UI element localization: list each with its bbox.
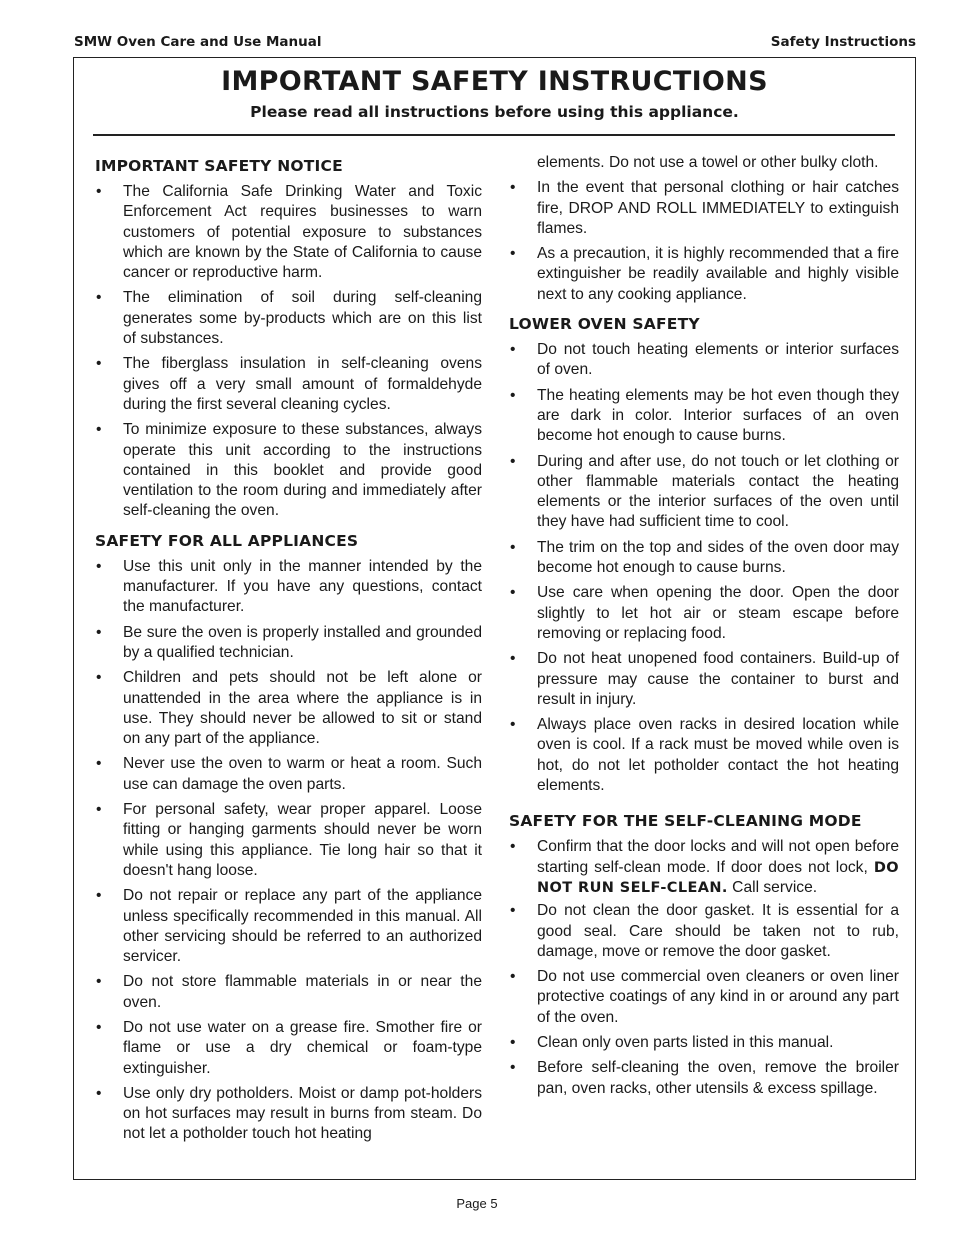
bullet-icon: • [510,452,516,470]
list-item-text: Do not touch heating elements or interior surfaces of oven. [537,341,899,379]
list-item-text: During and after use, do not touch or let clothing or other flammable materials contact the heating elements or the interior surfaces of the oven until they have had sufficient time to cool. [537,452,899,531]
list-item [95,668,482,749]
title-divider [93,134,895,136]
bullet-icon: • [96,669,102,687]
list-item [509,452,899,533]
list-item [95,623,482,664]
page-title: IMPORTANT SAFETY INSTRUCTIONS [221,66,768,97]
continued-item-text: elements. Do not use a towel or other bulky cloth. [537,154,879,171]
list-item-text: Never use the oven to warm or heat a room. Such use can damage the oven parts. [123,755,482,793]
list-item [95,420,482,521]
list-item [509,538,899,579]
list-item-text: Do not clean the door gasket. It is essential for a good seal. Care should be taken not to rub, damage, move or remove the door gasket. [537,902,899,960]
list-item-text: The California Safe Drinking Water and Toxic Enforcement Act requires businesses to warn customers of potential exposure to substances which are known by the State of California to cause cancer or reproductive harm. [123,183,482,282]
list-item [509,967,899,1028]
bullet-icon: • [96,289,102,307]
list-item [509,715,899,796]
list-item-text: The elimination of soil during self-cleaning generates some by-products which are on this list of substances. [123,289,482,348]
list-item-text: Use care when opening the door. Open the door slightly to let hot air or steam escape before removing or replacing food. [537,584,899,642]
list-item [95,557,482,618]
warning-emphasis: DO NOT RUN SELF-CLEAN. [537,859,899,896]
list-item-text: Do not heat unopened food containers. Build-up of pressure may cause the container to burst and result in injury. [537,650,899,708]
list-item [509,649,899,710]
section-heading-safety-notice: IMPORTANT SAFETY NOTICE [95,157,343,175]
list-item-text: Do not repair or replace any part of the appliance unless specifically recommended in this manual. All other servicing should be referred to an authorized servicer. [123,887,482,966]
list-item-text: Use only dry potholders. Moist or damp pot-holders on hot surfaces may result in burns from steam. Do not let a potholder touch hot heating [123,1084,482,1143]
section-heading-lower-oven: LOWER OVEN SAFETY [509,315,700,334]
general-safety-list [509,178,899,305]
list-item [95,886,482,967]
left-column [95,155,482,1153]
page-number: Page 5 [456,1196,498,1211]
bullet-icon: • [510,1033,516,1051]
list-item [509,837,899,898]
bullet-icon: • [96,1084,102,1102]
list-item [509,1058,899,1099]
running-header [74,34,916,50]
bullet-icon: • [510,245,516,263]
lower-oven-list [509,340,899,796]
bullet-icon: • [510,716,516,734]
right-column [509,153,899,1107]
notice-list [95,182,482,522]
bullet-icon: • [96,557,102,575]
self-cleaning-list [509,837,899,898]
list-item-text: The heating elements may be hot even though they are dark in color. Interior surfaces of an oven become hot enough to cause burns. [537,386,899,445]
self-cleaning-list-continued [509,901,899,1099]
bullet-icon: • [510,838,516,856]
list-item-text: Be sure the oven is properly installed and grounded by a qualified technician. [123,623,482,661]
section-label: Safety Instructions [770,34,916,50]
item-text-before: Confirm that the door locks and will not open before starting self-clean mode. If door does not lock, [537,838,899,876]
bullet-icon: • [96,755,102,773]
bullet-icon: • [510,179,516,197]
list-item-text: Children and pets should not be left alone or unattended in the area where the appliance is in use. They should never be allowed to sit or stand on any part of the appliance. [123,669,482,748]
bullet-icon: • [96,355,102,373]
list-item [95,182,482,283]
list-item-text: Use this unit only in the manner intended by the manufacturer. If you have any questions, contact the manufacturer. [123,557,482,616]
list-item-text: The fiberglass insulation in self-cleaning ovens gives off a very small amount of formaldehyde during the first several cleaning cycles. [123,355,482,413]
section-heading-self-cleaning: SAFETY FOR THE SELF-CLEANING MODE [509,812,862,831]
list-item-text: In the event that personal clothing or hair catches fire, DROP AND ROLL IMMEDIATELY to extinguish flames. [537,179,899,237]
bullet-icon: • [510,902,516,920]
list-item [95,354,482,415]
list-item [95,972,482,1013]
bullet-icon: • [510,968,516,986]
list-item [95,288,482,349]
list-item [509,901,899,962]
list-item [95,1018,482,1079]
list-item [95,754,482,795]
bullet-icon: • [510,650,516,668]
list-item [509,583,899,644]
list-item-text: As a precaution, it is highly recommended that a fire extinguisher be readily available and highly visible next to any cooking appliance. [537,245,899,303]
bullet-icon: • [510,584,516,602]
list-item [509,340,899,381]
item-text-after: Call service. [727,878,818,896]
list-item-text: Always place oven racks in desired location while oven is cool. If a rack must be moved while oven is hot, do not let potholder contact the hot heating elements. [537,716,899,795]
page-subtitle: Please read all instructions before using this appliance. [250,103,739,121]
section-heading-all-appliances: SAFETY FOR ALL APPLIANCES [95,531,359,550]
bullet-icon: • [96,973,102,991]
list-item-text: The trim on the top and sides of the oven door may become hot enough to cause burns. [537,538,899,577]
bullet-icon: • [96,1018,102,1036]
bullet-icon: • [96,801,102,819]
list-item [509,178,899,239]
bullet-icon: • [96,623,102,641]
manual-title: SMW Oven Care and Use Manual [74,34,322,50]
list-item-text: For personal safety, wear proper apparel. Loose fitting or hanging garments should never be worn while using this appliance. Tie long hair so that it doesn't hang loose. [123,801,482,879]
list-item [95,1084,482,1145]
list-item-text: Do not use water on a grease fire. Smother fire or flame or use a dry chemical or foam-type extinguisher. [123,1018,482,1077]
bullet-icon: • [510,538,516,556]
list-item-text: To minimize exposure to these substances, always operate this unit according to the instructions contained in this booklet and provide good ventilation to the room during and immediately after self-cleaning the oven. [123,421,482,520]
bullet-icon: • [96,421,102,439]
bullet-icon: • [510,341,516,359]
list-item [95,800,482,881]
list-item [509,386,899,447]
list-item-text: Clean only oven parts listed in this manual. [537,1033,834,1051]
list-item-text: Do not store flammable materials in or near the oven. [123,973,482,1011]
bullet-icon: • [510,1059,516,1077]
bullet-icon: • [96,183,102,200]
list-item-text: Do not use commercial oven cleaners or oven liner protective coatings of any kind in or around any part of the oven. [537,968,899,1026]
list-item [509,244,899,305]
list-item-text: Before self-cleaning the oven, remove the broiler pan, oven racks, other utensils & excess spillage. [537,1059,899,1097]
bullet-icon: • [96,887,102,905]
appliances-list [95,557,482,1145]
bullet-icon: • [510,386,516,404]
list-item [509,1033,899,1053]
